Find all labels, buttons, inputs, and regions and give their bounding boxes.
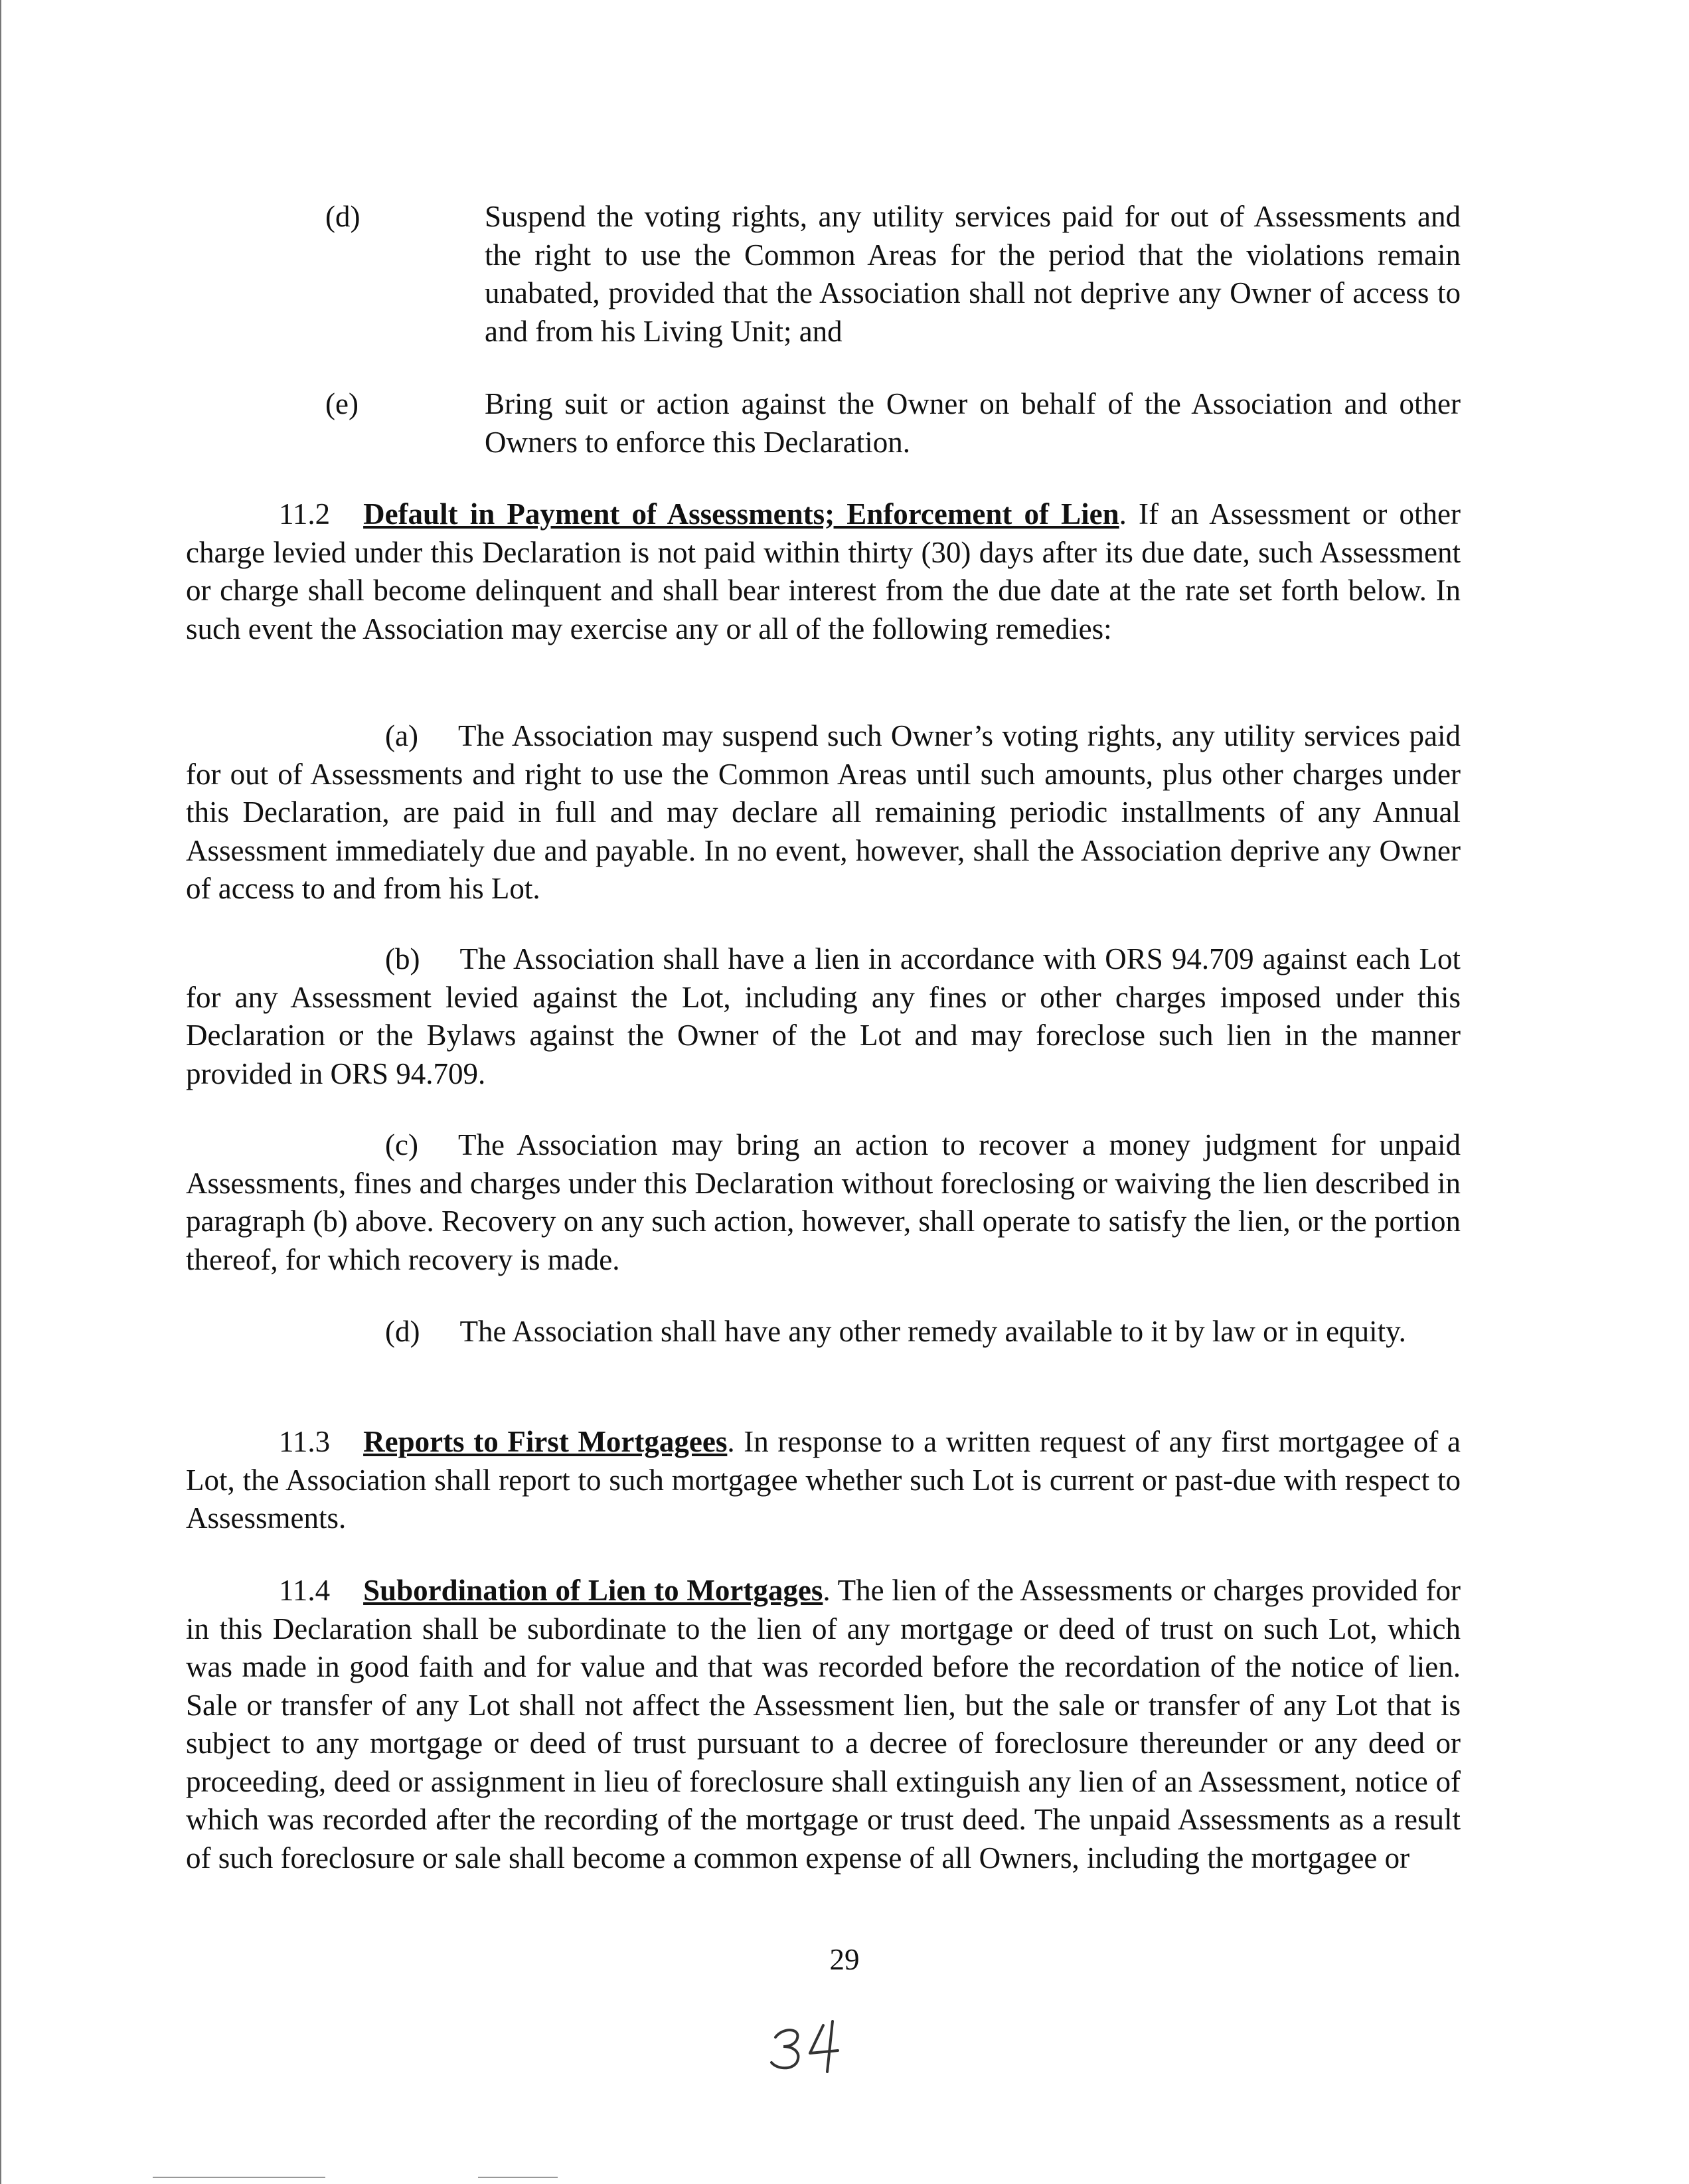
list-item-label: (d) <box>325 200 361 233</box>
section-heading: Default in Payment of Assessments; Enforcement of Lien <box>363 497 1119 531</box>
section-11-4 <box>186 1572 1461 1877</box>
scan-edge <box>0 0 1 2184</box>
remedy-d <box>186 1313 1461 1351</box>
remedy-label: (c) <box>385 1128 418 1161</box>
list-item-text: Suspend the voting rights, any utility services paid for out of Assessments and the right to use the Common Areas for the period that the violations remain unabated, provided that the Association shall not deprive any Owner of access to and from his Living Unit; and <box>485 200 1461 348</box>
list-item-text: Bring suit or action against the Owner on behalf of the Association and other Owners to enforce this Declaration. <box>485 387 1461 459</box>
remedy-text: The Association shall have any other remedy available to it by law or in equity. <box>459 1315 1406 1348</box>
section-text: . If an Assessment or other charge levied under this Declaration is not paid within thirty (30) days after its due date, such Assessment or charge shall become delinquent and shall bear interest from the due date at the rate set forth below. In such event the Association may exercise any or all of the following remedies: <box>186 497 1461 645</box>
section-heading: Subordination of Lien to Mortgages <box>363 1574 823 1607</box>
remedy-label: (a) <box>385 719 418 752</box>
section-text: . The lien of the Assessments or charges provided for in this Declaration shall be subordinate to the lien of any mortgage or deed of trust on such Lot, which was made in good faith and for value and that was recorded before the recordation of the notice of lien. Sale or transfer of any Lot shall not affect the Assessment lien, but the sale or transfer of any Lot that is subject to any mortgage or deed of trust pursuant to a decree of foreclosure thereunder or any deed or proceeding, deed or assignment in lieu of foreclosure shall extinguish any lien of an Assessment, notice of which was recorded after the recording of the mortgage or trust deed. The unpaid Assessments as a result of such foreclosure or sale shall become a common expense of all Owners, including the mortgagee or <box>186 1574 1461 1875</box>
section-number: 11.2 <box>279 497 331 531</box>
remedy-label: (d) <box>385 1315 420 1348</box>
remedy-text: The Association may bring an action to recover a money judgment for unpaid Assessments, fines and charges under this Declaration without foreclosing or waiving the lien described in paragraph (b) above. Recovery on any such action, however, shall operate to satisfy the lien, or the portion thereof, for which recovery is made. <box>186 1128 1461 1276</box>
remedy-label: (b) <box>385 942 420 975</box>
list-item-d <box>325 198 1461 351</box>
section-11-3 <box>186 1423 1461 1538</box>
page-number: 29 <box>829 1943 860 1976</box>
remedy-b <box>186 940 1461 1093</box>
remedy-a <box>186 717 1461 908</box>
handwritten-page-number-icon <box>764 1999 856 2078</box>
list-item-e <box>325 385 1461 462</box>
section-heading: Reports to First Mortgagees <box>363 1425 728 1458</box>
list-item-label: (e) <box>325 387 359 420</box>
remedy-c <box>186 1126 1461 1279</box>
remedy-text: The Association shall have a lien in accordance with ORS 94.709 against each Lot for any Assessment levied against the Lot, including any fines or other charges imposed under this Declaration or the Bylaws against the Owner of the Lot and may foreclose such lien in the manner provided in ORS 94.709. <box>186 942 1461 1090</box>
section-text: . In response to a written request of any first mortgagee of a Lot, the Association shall report to such mortgagee whether such Lot is current or past-due with respect to Assessments. <box>186 1425 1461 1535</box>
scan-rule <box>153 2177 325 2178</box>
section-number: 11.3 <box>279 1425 331 1458</box>
scan-rule <box>478 2177 558 2178</box>
remedy-text: The Association may suspend such Owner’s voting rights, any utility services paid for out of Assessments and right to use the Common Areas until such amounts, plus other charges under this Declaration, are paid in full and may declare all remaining periodic installments of any Annual Assessment immediately due and payable. In no event, however, shall the Association deprive any Owner of access to and from his Lot. <box>186 719 1461 905</box>
section-11-2 <box>186 495 1461 648</box>
section-number: 11.4 <box>279 1574 331 1607</box>
